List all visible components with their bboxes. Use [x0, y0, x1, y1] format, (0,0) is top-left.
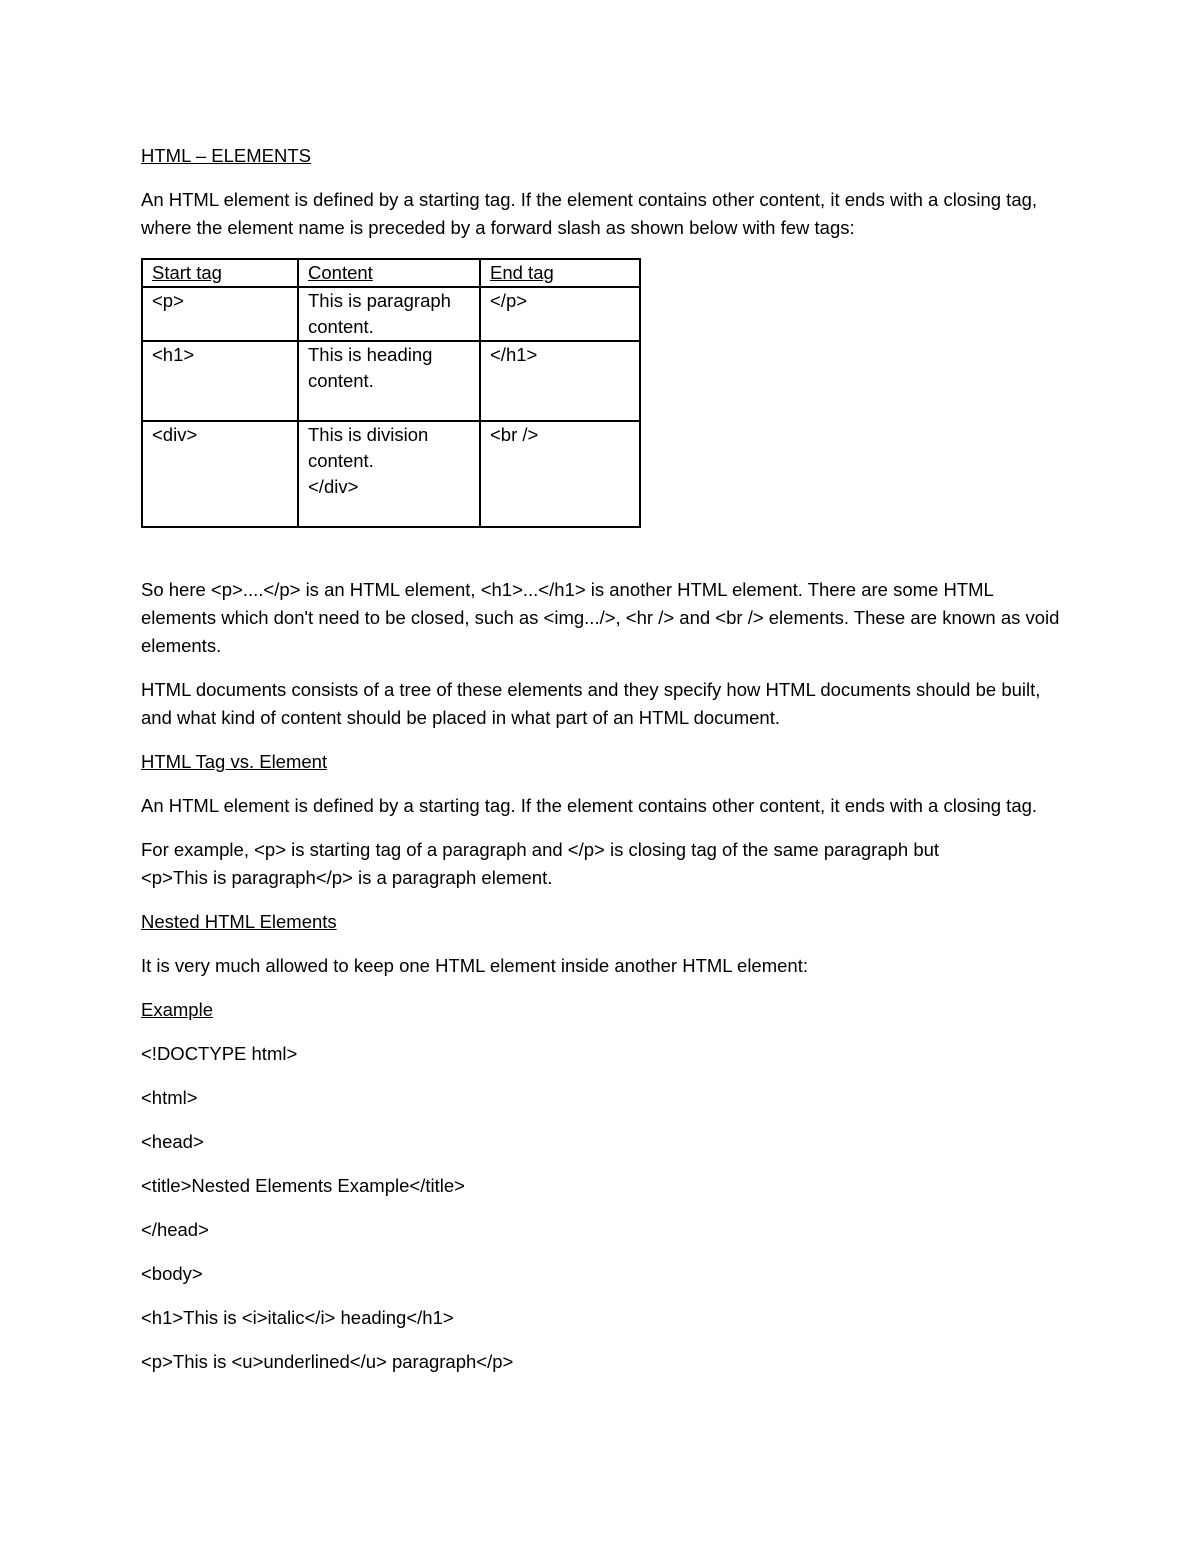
table-header-content: Content — [298, 259, 480, 287]
table-cell-end: </p> — [480, 287, 640, 341]
tag-definition-paragraph: An HTML element is defined by a starting tag. If the element contains other content, it ends with a closing tag. — [141, 795, 1038, 816]
code-line: <p>This is <u>underlined</u> paragraph</p> — [141, 1351, 514, 1372]
example-paragraph-line: For example, <p> is starting tag of a paragraph and </p> is closing tag of the same paragraph but — [141, 839, 940, 860]
table-cell-end: <br /> — [480, 421, 640, 527]
document-title: HTML – ELEMENTS — [141, 145, 311, 166]
example-paragraph — [141, 836, 1071, 892]
table-cell-start: <div> — [142, 421, 298, 527]
nested-paragraph: It is very much allowed to keep one HTML element inside another HTML element: — [141, 955, 808, 976]
code-line: <html> — [141, 1087, 198, 1108]
table-cell-content — [298, 421, 480, 527]
table-cell-start: <p> — [142, 287, 298, 341]
table-row — [142, 421, 640, 527]
table-cell-end: </h1> — [480, 341, 640, 421]
example-paragraph-line: <p>This is paragraph</p> is a paragraph element. — [141, 867, 553, 888]
void-elements-paragraph: So here <p>....</p> is an HTML element, <h1>...</h1> is another HTML element. There are some HTML elements which don't need to be closed, such as <img.../>, <hr /> and <br /> elements. These are known as void elements. — [141, 579, 1060, 656]
table-cell-content-line: This is division — [308, 424, 429, 445]
intro-paragraph: An HTML element is defined by a starting tag. If the element contains other content, it ends with a closing tag, where the element name is preceded by a forward slash as shown below with few tags: — [141, 189, 1038, 238]
code-line: <body> — [141, 1263, 203, 1284]
table-cell-content-line: This is paragraph — [308, 290, 451, 311]
table-cell-content-line: content. — [308, 370, 374, 391]
code-line: </head> — [141, 1219, 209, 1240]
tag-vs-element-heading: HTML Tag vs. Element — [141, 751, 328, 772]
table-cell-content-line: This is heading — [308, 344, 433, 365]
table-cell-content-line: content. — [308, 316, 374, 337]
table-cell-start: <h1> — [142, 341, 298, 421]
code-line: <title>Nested Elements Example</title> — [141, 1175, 465, 1196]
document-page — [141, 142, 1071, 1392]
tag-table — [141, 258, 641, 528]
table-header-row — [142, 259, 640, 287]
table-row — [142, 341, 640, 421]
code-line: <!DOCTYPE html> — [141, 1043, 298, 1064]
code-line: <h1>This is <i>italic</i> heading</h1> — [141, 1307, 454, 1328]
table-cell-content — [298, 287, 480, 341]
table-row — [142, 287, 640, 341]
table-cell-content-line: content. — [308, 450, 374, 471]
nested-elements-heading: Nested HTML Elements — [141, 911, 337, 932]
table-cell-content-line: </div> — [308, 476, 359, 497]
table-header-end-tag: End tag — [480, 259, 640, 287]
table-header-start-tag: Start tag — [142, 259, 298, 287]
tree-paragraph: HTML documents consists of a tree of these elements and they specify how HTML documents should be built, and what kind of content should be placed in what part of an HTML document. — [141, 679, 1041, 728]
code-line: <head> — [141, 1131, 204, 1152]
example-heading: Example — [141, 999, 213, 1020]
table-cell-content — [298, 341, 480, 421]
